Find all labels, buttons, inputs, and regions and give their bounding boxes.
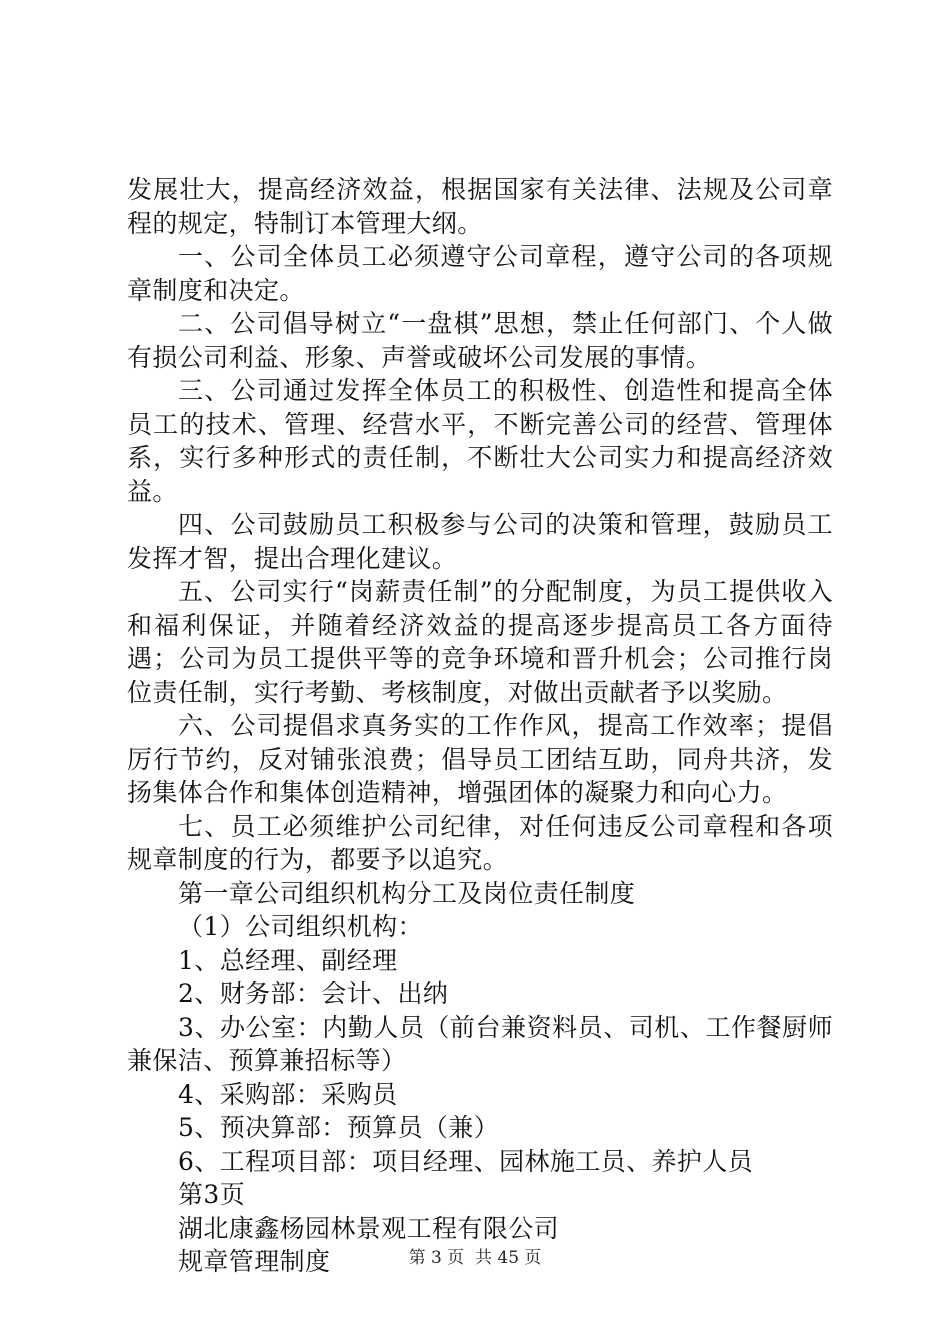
paragraph: 发展壮大，提高经济效益，根据国家有关法律、法规及公司章程的规定，特制订本管理大纲。 (127, 175, 833, 238)
paragraph: 六、公司提倡求真务实的工作作风，提高工作效率；提倡厉行节约，反对铺张浪费；倡导员工团结互助，同舟共济，发扬集体合作和集体创造精神，增强团体的凝聚力和向心力。 (127, 711, 833, 807)
paragraph: 二、公司倡导树立“一盘棋”思想，禁止任何部门、个人做有损公司利益、形象、声誉或破坏公司发展的事情。 (127, 309, 833, 372)
paragraph: 一、公司全体员工必须遵守公司章程，遵守公司的各项规章制度和决定。 (127, 242, 833, 305)
paragraph: 2、财务部：会计、出纳 (178, 979, 449, 1008)
document-body (127, 173, 833, 1279)
paragraph: 规章管理制度 (178, 1247, 331, 1276)
paragraph: 1、总经理、副经理 (178, 945, 398, 975)
paragraph: 三、公司通过发挥全体员工的积极性、创造性和提高全体员工的技术、管理、经营水平，不断完善公司的经营、管理体系，实行多种形式的责任制，不断壮大公司实力和提高经济效益。 (127, 376, 833, 506)
paragraph: 第一章公司组织机构分工及岗位责任制度 (178, 878, 636, 908)
paragraph: 第3页 (178, 1180, 246, 1209)
paragraph: 4、采购部：采购员 (178, 1079, 398, 1109)
paragraph: （1）公司组织机构： (178, 912, 423, 941)
paragraph: 七、员工必须维护公司纪律，对任何违反公司章程和各项规章制度的行为，都要予以追究。 (127, 811, 833, 874)
page-footer: 第 3 页 共 45 页 (408, 1248, 542, 1268)
paragraph: 湖北康鑫杨园林景观工程有限公司 (178, 1213, 560, 1243)
paragraph: 5、预决算部：预算员（兼） (178, 1113, 500, 1142)
paragraph: 四、公司鼓励员工积极参与公司的决策和管理，鼓励员工发挥才智，提出合理化建议。 (127, 510, 833, 573)
paragraph: 五、公司实行“岗薪责任制”的分配制度，为员工提供收入和福利保证，并随着经济效益的提高逐步提高员工各方面待遇；公司为员工提供平等的竞争环境和晋升机会；公司推行岗位责任制，实行考勤、考核制度，对做出贡献者予以奖励。 (127, 577, 833, 707)
paragraph: 6、工程项目部：项目经理、园林施工员、养护人员 (178, 1146, 754, 1176)
paragraph: 3、办公室：内勤人员（前台兼资料员、司机、工作餐厨师兼保洁、预算兼招标等） (127, 1012, 833, 1075)
